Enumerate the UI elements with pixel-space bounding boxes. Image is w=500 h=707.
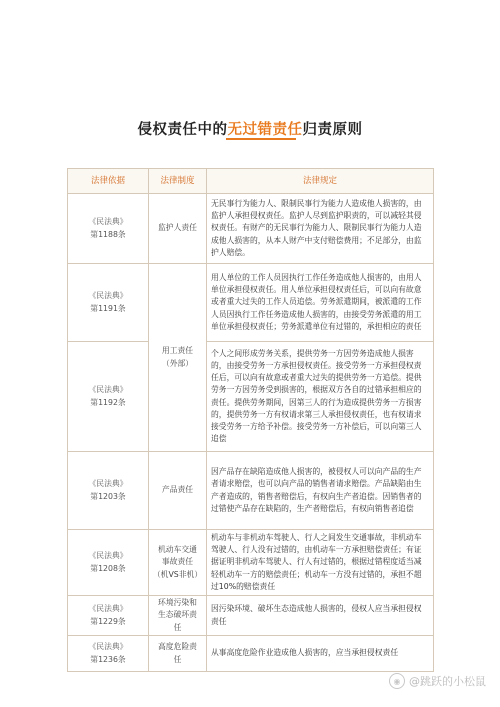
law-name: 《民法典》 [88,291,128,301]
title-highlight: 无过错责任 [227,122,303,138]
table-header-row [68,169,434,194]
table-row [68,194,434,264]
system-cell-merged [149,264,207,452]
system-cell [149,530,207,596]
law-cell [68,636,149,672]
table-row [68,264,434,342]
header-rule: 法律规定 [207,169,434,194]
system-name-line: 事故责任 [161,557,194,567]
rule-cell: 无民事行为能力人、限制民事行为能力人造成他人损害的，由监护人承担侵权责任。监护人尽到监护职责的，可以减轻其侵权责任。有财产的无民事行为能力人、限制民事行为能力人造成他人损害的，从本人财产中支付赔偿费用；不足部分，由监护人赔偿。 [207,194,434,264]
law-article: 第1229条 [90,616,126,626]
table-row [68,452,434,530]
title-suffix: 归责原则 [302,122,363,138]
system-name-line: 生态破坏责 [158,610,197,620]
camera-lens-icon: ◉ [389,673,405,689]
system-cell: 监护人责任 [149,194,207,264]
table-row [68,636,434,672]
law-cell [68,194,149,264]
rule-cell: 因产品存在缺陷造成他人损害的，被侵权人可以向产品的生产者请求赔偿，也可以向产品的销售者请求赔偿。产品缺陷由生产者造成的，销售者赔偿后，有权向生产者追偿。因销售者的过错使产品存在缺陷的，生产者赔偿后，有权向销售者追偿 [207,452,434,530]
law-article: 第1192条 [90,397,126,407]
page-title [0,118,500,139]
title-prefix: 侵权责任中的 [137,122,228,138]
law-name: 《民法典》 [88,551,128,561]
law-name: 《民法典》 [88,604,128,614]
system-name-line: 机动车交通 [158,545,197,555]
rule-cell: 从事高度危险作业造成他人损害的，应当承担侵权责任 [207,636,434,672]
header-system: 法律制度 [149,169,207,194]
law-name: 《民法典》 [88,217,128,227]
law-article: 第1208条 [90,563,126,573]
law-name: 《民法典》 [88,642,128,652]
law-cell [68,264,149,342]
law-article: 第1236条 [90,654,126,664]
law-cell [68,530,149,596]
law-article: 第1188条 [90,229,126,239]
system-name-line: 高度危险责 [158,642,197,652]
title-underline [226,138,296,140]
rule-cell: 用人单位的工作人员因执行工作任务造成他人损害的，由用人单位承担侵权责任。用人单位承担侵权责任后，可以向有故意或者重大过失的工作人员追偿。劳务派遣期间，被派遣的工作人员因执行工作任务造成他人损害的，由接受劳务派遣的用工单位承担侵权责任；劳务派遣单位有过错的，承担相应的责任 [207,264,434,342]
system-note: （机VS非机） [152,569,203,579]
law-name: 《民法典》 [88,385,128,395]
liability-table [67,168,434,672]
law-article: 第1203条 [90,491,126,501]
law-cell [68,596,149,636]
system-cell [149,636,207,672]
system-cell: 产品责任 [149,452,207,530]
table-row [68,530,434,596]
rule-cell: 因污染环境、破坏生态造成他人损害的，侵权人应当承担侵权责任 [207,596,434,636]
system-name-line: 任 [173,622,182,632]
watermark [389,673,486,689]
system-cell [149,596,207,636]
law-cell [68,452,149,530]
header-law: 法律依据 [68,169,149,194]
rule-cell: 个人之间形成劳务关系，提供劳务一方因劳务造成他人损害的，由接受劳务一方承担侵权责任。接受劳务一方承担侵权责任后，可以向有故意或者重大过失的提供劳务一方追偿。提供劳务一方因劳务受到损害的，根据双方各自的过错承担相应的责任。提供劳务期间，因第三人的行为造成提供劳务一方损害的，提供劳务一方有权请求第三人承担侵权责任，也有权请求接受劳务一方给予补偿。接受劳务一方补偿后，可以向第三人追偿 [207,342,434,452]
table-row [68,342,434,452]
law-article: 第1191条 [90,303,126,313]
rule-cell: 机动车与非机动车驾驶人、行人之间发生交通事故，非机动车驾驶人、行人没有过错的，由机动车一方承担赔偿责任；有证据证明非机动车驾驶人、行人有过错的，根据过错程度适当减轻机动车一方的赔偿责任；机动车一方没有过错的，承担不超过10%的赔偿责任 [207,530,434,596]
system-name: 用工责任 [161,346,194,356]
table-row [68,596,434,636]
system-name-line: 环境污染和 [158,598,197,608]
system-note: （外部） [161,358,194,368]
watermark-text: @跳跃的小松鼠 [409,675,486,688]
law-name: 《民法典》 [88,479,128,489]
system-name-line: 任 [173,654,182,664]
law-cell [68,342,149,452]
